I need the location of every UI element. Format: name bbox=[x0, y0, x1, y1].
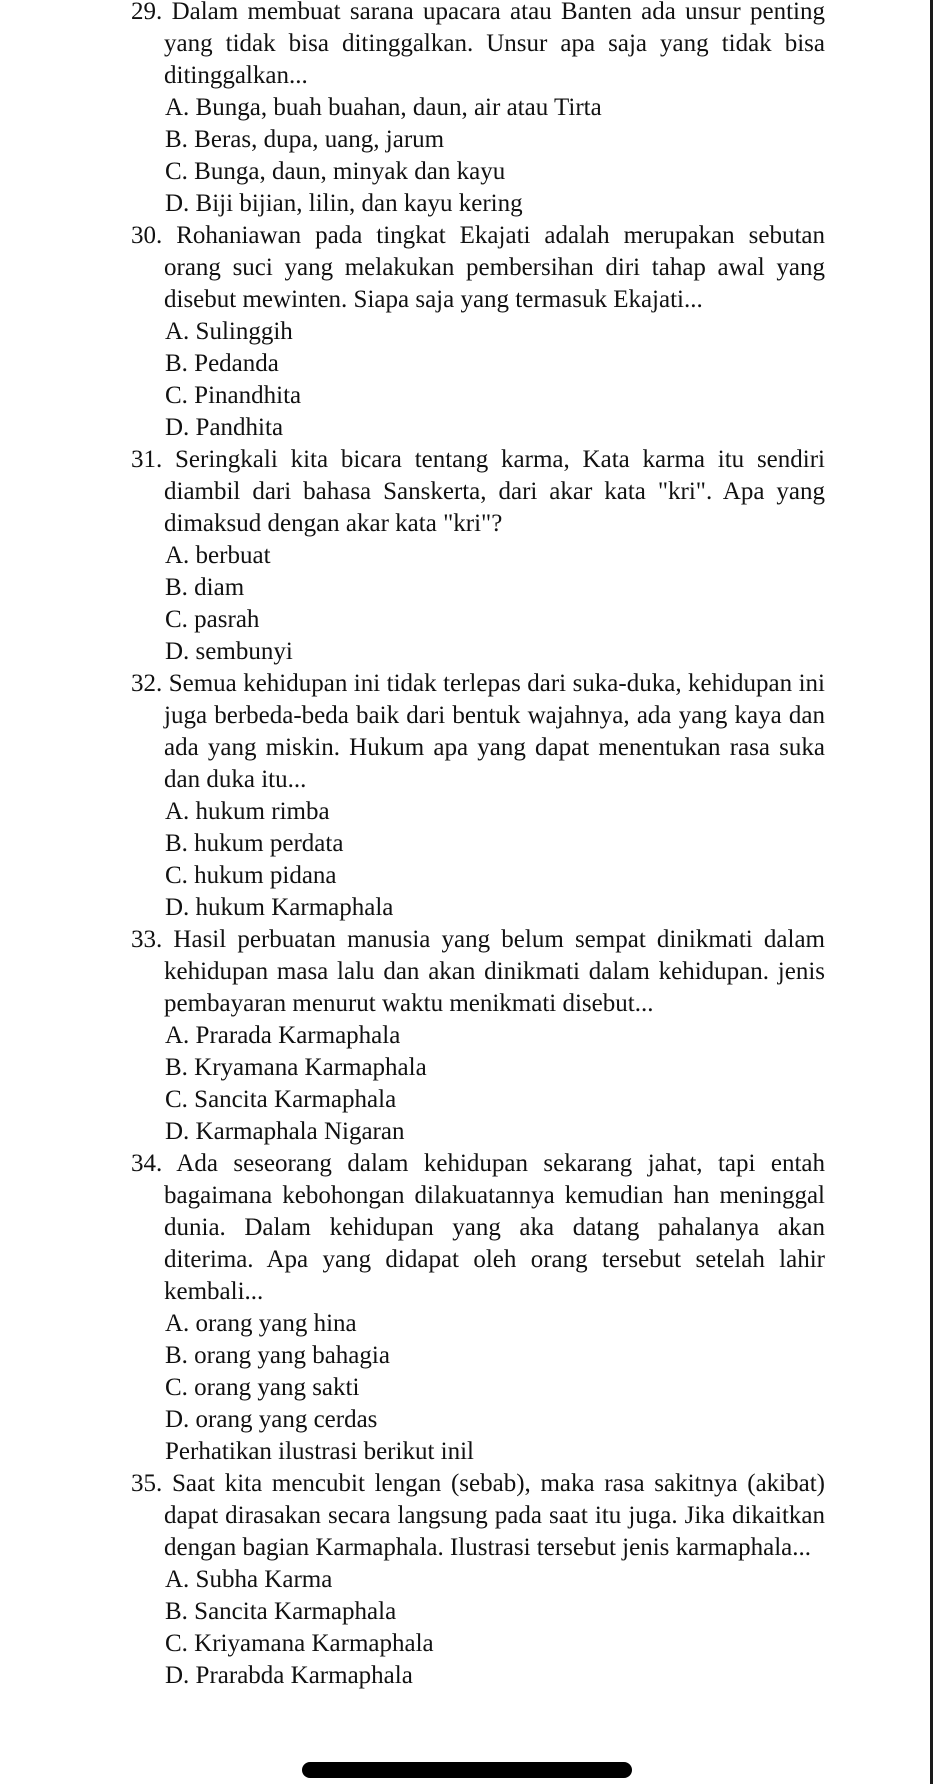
option-d: D. Karmaphala Nigaran bbox=[165, 1118, 405, 1145]
option-a: A. orang yang hina bbox=[165, 1310, 357, 1337]
option-d: D. Biji bijian, lilin, dan kayu kering bbox=[165, 190, 523, 217]
option-c: C. pasrah bbox=[165, 606, 260, 633]
question-30 bbox=[131, 220, 825, 444]
option-c: C. orang yang sakti bbox=[165, 1374, 360, 1401]
redaction-bar bbox=[302, 1762, 632, 1778]
option-c: C. Pinandhita bbox=[165, 382, 302, 409]
question-33 bbox=[131, 924, 825, 1148]
option-b: B. orang yang bahagia bbox=[165, 1342, 390, 1369]
option-d: D. orang yang cerdas bbox=[165, 1406, 378, 1433]
option-b: B. Kryamana Karmaphala bbox=[165, 1054, 427, 1081]
question-text: 30. Rohaniawan pada tingkat Ekajati adalah merupakan sebutan orang suci yang melakukan pembersihan diri tahap awal yang disebut mewinten. Siapa saja yang termasuk Ekajati... bbox=[131, 222, 825, 313]
option-a: A. hukum rimba bbox=[165, 798, 330, 825]
question-35 bbox=[131, 1468, 825, 1692]
option-c: C. hukum pidana bbox=[165, 862, 337, 889]
option-c: C. Sancita Karmaphala bbox=[165, 1086, 397, 1113]
option-b: B. hukum perdata bbox=[165, 830, 344, 857]
question-32 bbox=[131, 668, 825, 924]
option-a: A. berbuat bbox=[165, 542, 271, 569]
option-d: D. Pandhita bbox=[165, 414, 284, 441]
option-b: B. Sancita Karmaphala bbox=[165, 1598, 397, 1625]
question-text: 32. Semua kehidupan ini tidak terlepas dari suka-duka, kehidupan ini juga berbeda-beda baik dari bentuk wajahnya, ada yang kaya dan ada yang miskin. Hukum apa yang dapat menentukan rasa suka dan duka itu... bbox=[131, 670, 825, 793]
question-text: 34. Ada seseorang dalam kehidupan sekarang jahat, tapi entah bagaimana kebohongan dilakuatannya kemudian han meninggal dunia. Dalam kehidupan yang aka datang pahalanya akan diterima. Apa yang didapat oleh orang tersebut setelah lahir kembali... bbox=[131, 1150, 825, 1305]
option-b: B. diam bbox=[165, 574, 245, 601]
option-d: D. Prarabda Karmaphala bbox=[165, 1662, 413, 1689]
question-text: 31. Seringkali kita bicara tentang karma, Kata karma itu sendiri diambil dari bahasa Sanskerta, dari akar kata "kri". Apa yang dimaksud dengan akar kata "kri"? bbox=[131, 446, 825, 537]
question-31 bbox=[131, 444, 825, 668]
question-list bbox=[131, 0, 825, 1692]
option-a: A. Prarada Karmaphala bbox=[165, 1022, 401, 1049]
question-text: 29. Dalam membuat sarana upacara atau Banten ada unsur penting yang tidak bisa ditinggalkan. Unsur apa saja yang tidak bisa ditinggalkan... bbox=[131, 0, 825, 89]
option-c: C. Bunga, daun, minyak dan kayu bbox=[165, 158, 506, 185]
option-c: C. Kriyamana Karmaphala bbox=[165, 1630, 434, 1657]
question-34 bbox=[131, 1148, 825, 1468]
question-text: 35. Saat kita mencubit lengan (sebab), maka rasa sakitnya (akibat) dapat dirasakan secara langsung pada saat itu juga. Jika dikaitkan dengan bagian Karmaphala. Ilustrasi tersebut jenis karmaphala... bbox=[131, 1470, 825, 1561]
question-text: 33. Hasil perbuatan manusia yang belum sempat dinikmati dalam kehidupan masa lalu dan akan dinikmati dalam kehidupan. jenis pembayaran menurut waktu menikmati disebut... bbox=[131, 926, 825, 1017]
option-a: A. Sulinggih bbox=[165, 318, 293, 345]
option-d: D. hukum Karmaphala bbox=[165, 894, 394, 921]
option-a: A. Subha Karma bbox=[165, 1566, 333, 1593]
option-b: B. Pedanda bbox=[165, 350, 279, 377]
option-b: B. Beras, dupa, uang, jarum bbox=[165, 126, 445, 153]
question-29 bbox=[131, 0, 825, 220]
option-d: D. sembunyi bbox=[165, 638, 293, 665]
option-a: A. Bunga, buah buahan, daun, air atau Tirta bbox=[165, 94, 602, 121]
illustration-note: Perhatikan ilustrasi berikut inil bbox=[165, 1438, 474, 1465]
